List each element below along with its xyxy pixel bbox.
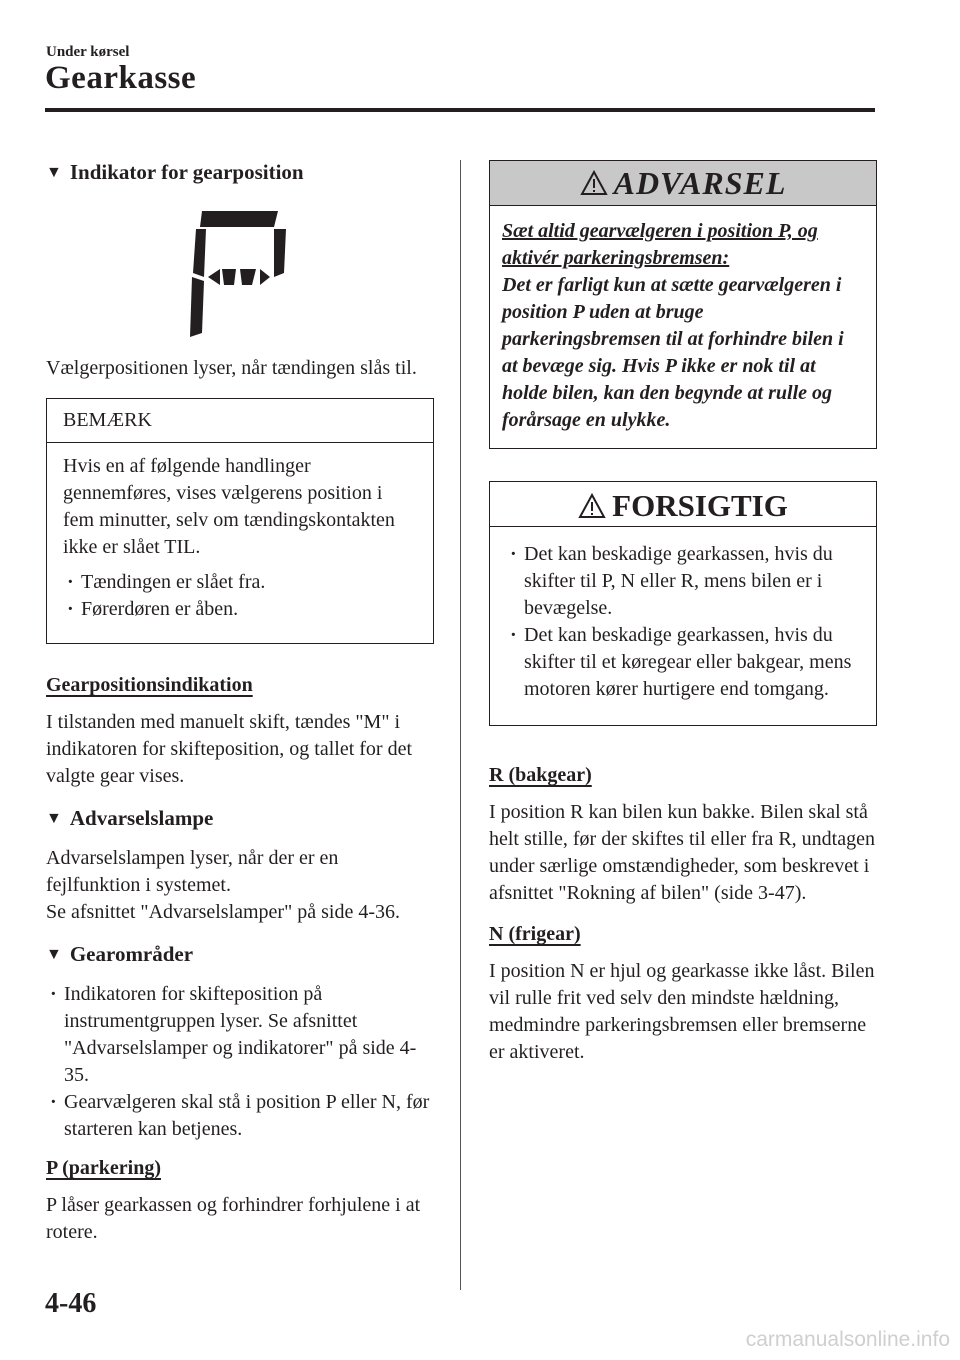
triangle-bullet-icon: ▼ xyxy=(46,163,62,181)
p-heading: P (parkering) xyxy=(46,1157,161,1179)
breadcrumb: Under kørsel xyxy=(46,44,130,60)
triangle-bullet-icon: ▼ xyxy=(46,809,62,827)
note-text: Hvis en af følgende handlinger gennemføres, vises vælgerens position i fem minutter, selv om tændingskontakten ikke er slået TIL. xyxy=(63,455,395,558)
note-bullets xyxy=(63,569,417,623)
gearomr-heading-label: Gearområder xyxy=(69,942,194,966)
caution-header xyxy=(490,486,876,527)
indicator-heading-label: Indikator for gearposition xyxy=(69,160,304,184)
warning-body xyxy=(490,206,876,448)
right-column xyxy=(489,160,877,1082)
n-paragraph: I position N er hjul og gearkasse ikke låst. Bilen vil rulle frit ved selv den mindste hældning, medmindre parkeringsbremsen eller bremserne er aktiveret. xyxy=(489,960,875,1063)
left-column xyxy=(46,160,434,1262)
bullet-dot: · xyxy=(50,1091,57,1113)
advarsel-heading xyxy=(46,806,434,831)
bullet-dot: · xyxy=(67,571,74,593)
page-title: Gearkasse xyxy=(45,60,197,96)
warning-triangle-icon xyxy=(580,170,608,196)
column-divider xyxy=(460,160,461,1290)
list-item: · Førerdøren er åben. xyxy=(63,596,417,623)
r-heading: R (bakgear) xyxy=(489,764,592,786)
indicator-paragraph: Vælgerpositionen lyser, når tændingen slås til. xyxy=(46,357,417,379)
warning-underlined-line: Sæt altid gearvælgeren i position P, og aktivér parkeringsbremsen: xyxy=(502,220,818,269)
gear-p-display-icon xyxy=(46,207,434,337)
list-item: · Det kan beskadige gearkassen, hvis du skifter til P, N eller R, mens bilen er i bevægelse. xyxy=(510,543,833,619)
warning-title: ADVARSEL xyxy=(613,164,787,201)
warning-triangle-icon xyxy=(578,493,606,519)
page-number: 4-46 xyxy=(45,1288,97,1319)
header-rule xyxy=(45,108,875,112)
advarsel-paragraph-2: Se afsnittet "Advarselslamper" på side 4-36. xyxy=(46,901,401,923)
r-paragraph: I position R kan bilen kun bakke. Bilen skal stå helt stille, før der skiftes til eller fra R, undtagen under særlige omstændigheder, som beskrevet i afsnittet "Rokning af bilen" (side 3-47). xyxy=(489,801,875,904)
list-item: · Gearvælgeren skal stå i position P eller N, før starteren kan betjenes. xyxy=(50,1091,430,1140)
bullet-dot: · xyxy=(50,983,57,1005)
list-item: · Det kan beskadige gearkassen, hvis du skifter til et køregear eller bakgear, mens motoren kører hurtigere end tomgang. xyxy=(510,624,852,700)
bullet-dot: · xyxy=(67,598,74,620)
advarsel-paragraph-1: Advarselslampen lyser, når der er en fejlfunktion i systemet. xyxy=(46,847,339,896)
watermark: carmanualsonline.info xyxy=(745,1328,950,1351)
note-body xyxy=(47,443,433,643)
bullet-dot: · xyxy=(510,624,517,646)
advarsel-heading-label: Advarselslampe xyxy=(69,806,214,830)
list-item: · Indikatoren for skifteposition på instrumentgruppen lyser. Se afsnittet "Advarselslamper og indikatorer" på side 4-35. xyxy=(50,983,417,1086)
gearpos-heading: Gearpositionsindikation xyxy=(46,674,253,696)
indicator-heading xyxy=(46,160,434,185)
p-paragraph: P låser gearkassen og forhindrer forhjulene i at rotere. xyxy=(46,1194,421,1243)
caution-body xyxy=(490,527,876,725)
gearomr-bullets xyxy=(46,981,434,1143)
note-box xyxy=(46,398,434,644)
triangle-bullet-icon: ▼ xyxy=(46,945,62,963)
warning-box xyxy=(489,160,877,449)
warning-header xyxy=(490,161,876,206)
gearpos-paragraph: I tilstanden med manuelt skift, tændes "M" i indikatoren for skifteposition, og tallet for det valgte gear vises. xyxy=(46,711,413,787)
warning-text: Det er farligt kun at sætte gearvælgeren i position P uden at bruge parkeringsbremsen til at forhindre bilen i at bevæge sig. Hvis P ikke er nok til at holde bilen, kan den begynde at rulle og forårsage en ulykke. xyxy=(502,274,844,431)
n-heading: N (frigear) xyxy=(489,923,581,945)
caution-bullets xyxy=(506,541,856,703)
gearomr-heading xyxy=(46,942,434,967)
caution-box xyxy=(489,481,877,726)
caution-title: FORSIGTIG xyxy=(612,488,788,523)
note-label: BEMÆRK xyxy=(47,399,433,443)
bullet-dot: · xyxy=(510,543,517,565)
list-item: · Tændingen er slået fra. xyxy=(63,569,417,596)
